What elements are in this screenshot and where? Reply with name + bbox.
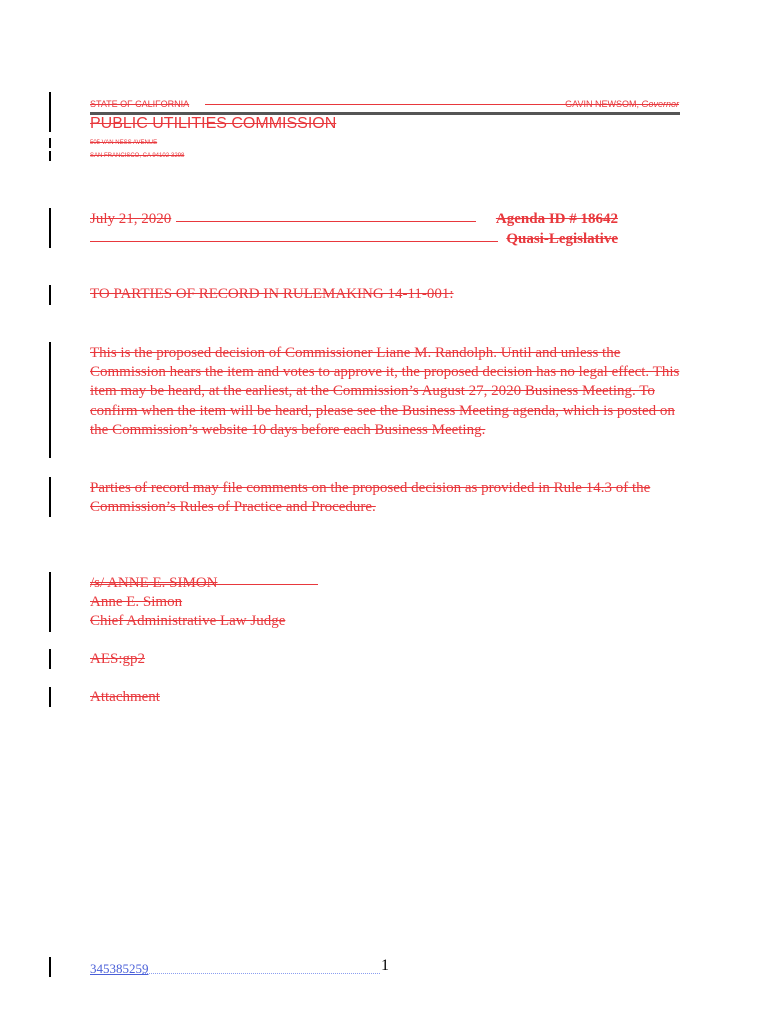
change-bar	[49, 649, 51, 669]
address-line-1: 505 VAN NESS AVENUE	[90, 140, 158, 146]
footer-leader	[142, 973, 380, 974]
proceeding-type: Quasi-Legislative	[506, 231, 618, 247]
change-bar	[49, 208, 51, 248]
signer-name: Anne E. Simon	[90, 594, 183, 610]
salutation: TO PARTIES OF RECORD IN RULEMAKING 14-11-001:	[90, 286, 454, 302]
page-number: 1	[381, 957, 389, 974]
change-bar	[49, 92, 51, 132]
change-bar	[49, 572, 51, 632]
change-bar	[49, 477, 51, 517]
change-bar	[49, 138, 51, 148]
governor-label	[565, 99, 679, 109]
change-bar	[49, 151, 51, 161]
change-bar	[49, 342, 51, 458]
address-line-2: SAN FRANCISCO, CA 94102-3298	[90, 153, 185, 159]
change-bar	[49, 957, 51, 977]
agenda-id: Agenda ID # 18642	[495, 211, 618, 227]
governor-name: GAVIN NEWSOM,	[565, 99, 642, 109]
attachment-line: Attachment	[90, 689, 160, 705]
initials-line: AES:gp2	[90, 651, 146, 667]
governor-title: Governor	[641, 99, 679, 109]
body-paragraph-1: This is the proposed decision of Commissioner Liane M. Randolph. Until and unless the Commission hears the item and votes to approve it, the proposed decision has no legal effect. This item may be heard, at the earliest, at the Commission’s August 27, 2020 Business Meeting. To confirm when the item will be heard, please see the Business Meeting agenda, which is posted on the Commission’s website 10 days before each Business Meeting.	[90, 345, 680, 438]
tab-leader-rule	[90, 241, 498, 242]
signature-line: /s/ ANNE E. SIMON	[90, 575, 218, 591]
commission-name: PUBLIC UTILITIES COMMISSION	[90, 115, 337, 132]
document-id: 345385259	[90, 961, 149, 976]
body-paragraph-2: Parties of record may file comments on the proposed decision as provided in Rule 14.3 of the Commission’s Rules of Practice and Procedure.	[90, 480, 651, 516]
change-bar	[49, 687, 51, 707]
signer-title: Chief Administrative Law Judge	[90, 613, 286, 629]
change-bar	[49, 285, 51, 305]
state-label: STATE OF CALIFORNIA	[90, 99, 190, 109]
tab-leader-rule	[176, 221, 476, 222]
header-rule	[205, 104, 622, 105]
letter-date: July 21, 2020	[90, 211, 172, 227]
